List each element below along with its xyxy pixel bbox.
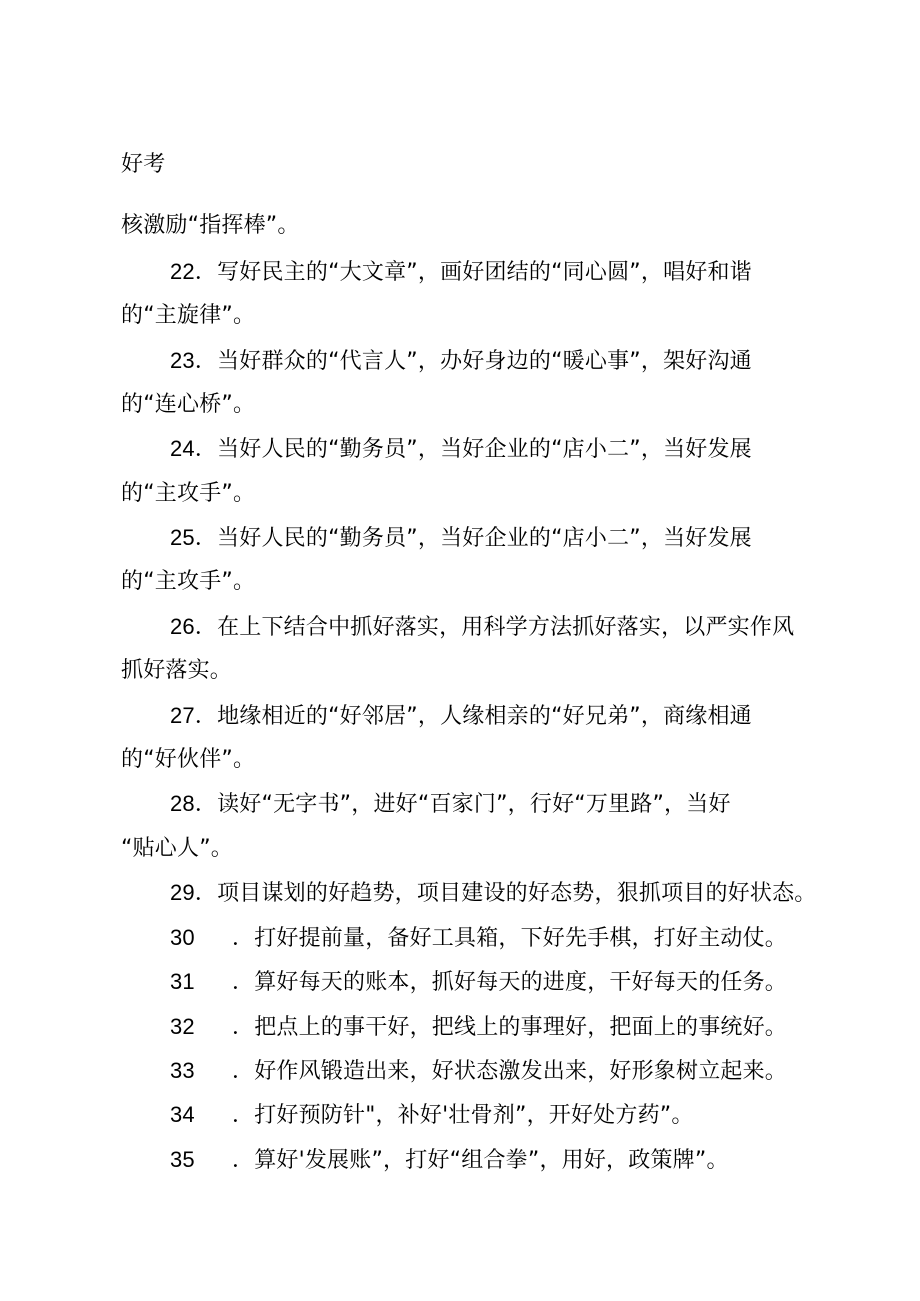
list-item-35 bbox=[170, 1145, 729, 1176]
line-text: 的“连心桥”。 bbox=[121, 392, 256, 417]
item-text: ．好作风锻造出来，好状态激发出来，好形象树立起来。 bbox=[232, 1059, 788, 1084]
line-text: 的“主攻手”。 bbox=[121, 569, 256, 594]
item-text: ．打好预防针"，补好'壮骨剂”，开好处方药”。 bbox=[232, 1103, 694, 1128]
item-number: 29 bbox=[170, 880, 195, 905]
line-text: 的“主旋律”。 bbox=[121, 303, 256, 328]
list-item-34 bbox=[170, 1100, 694, 1131]
list-item-26-continuation bbox=[121, 656, 232, 686]
item-number: 24 bbox=[170, 436, 195, 461]
list-item-25-continuation bbox=[121, 567, 255, 597]
item-number: 27 bbox=[170, 703, 195, 728]
list-item-27 bbox=[170, 701, 752, 732]
item-text: ．当好人民的“勤务员”，当好企业的“店小二”，当好发展 bbox=[194, 526, 752, 551]
list-item-32 bbox=[170, 1012, 787, 1043]
list-item-25 bbox=[170, 523, 752, 554]
line-text: 好考 bbox=[121, 152, 166, 177]
item-number: 28 bbox=[170, 791, 195, 816]
item-text: ．打好提前量，备好工具箱，下好先手棋，打好主动仗。 bbox=[232, 926, 788, 951]
item-number: 35 bbox=[170, 1147, 195, 1172]
list-item-24 bbox=[170, 434, 752, 465]
item-text: ．项目谋划的好趋势，项目建设的好态势，狠抓项目的好状态。 bbox=[194, 881, 817, 906]
list-item-27-continuation bbox=[121, 745, 255, 775]
item-text: ．算好'发展账”，打好“组合拳”，用好，政策牌”。 bbox=[232, 1148, 729, 1173]
item-text: ．地缘相近的“好邻居”，人缘相亲的“好兄弟”，商缘相通 bbox=[194, 704, 752, 729]
item-number: 34 bbox=[170, 1102, 195, 1127]
list-item-30 bbox=[170, 923, 787, 954]
line-text: 抓好落实。 bbox=[121, 658, 233, 683]
item-text: ．当好人民的“勤务员”，当好企业的“店小二”，当好发展 bbox=[194, 437, 752, 462]
list-item-31 bbox=[170, 967, 787, 998]
list-item-23 bbox=[170, 346, 752, 377]
item-number: 32 bbox=[170, 1014, 195, 1039]
item-text: ．在上下结合中抓好落实，用科学方法抓好落实，以严实作风 bbox=[194, 615, 795, 640]
list-item-28 bbox=[170, 789, 731, 820]
list-item-33 bbox=[170, 1056, 787, 1087]
item-text: ．把点上的事干好，把线上的事理好，把面上的事统好。 bbox=[232, 1015, 788, 1040]
heading-fragment bbox=[121, 150, 165, 180]
list-item-28-continuation bbox=[121, 834, 233, 864]
line-text: 的“好伙伴”。 bbox=[121, 747, 256, 772]
continued-line bbox=[121, 211, 300, 241]
item-text: ．当好群众的“代言人”，办好身边的“暖心事”，架好沟通 bbox=[194, 349, 752, 374]
line-text: “贴心人”。 bbox=[121, 836, 233, 861]
list-item-23-continuation bbox=[121, 390, 255, 420]
item-number: 31 bbox=[170, 969, 195, 994]
item-text: ．写好民主的“大文章”，画好团结的“同心圆”，唱好和谐 bbox=[194, 260, 752, 285]
item-number: 23 bbox=[170, 348, 195, 373]
item-text: ．算好每天的账本，抓好每天的进度，干好每天的任务。 bbox=[232, 970, 788, 995]
list-item-26 bbox=[170, 612, 794, 643]
item-text: ．读好“无字书”，进好“百家门”，行好“万里路”，当好 bbox=[194, 792, 731, 817]
item-number: 33 bbox=[170, 1058, 195, 1083]
item-number: 22 bbox=[170, 259, 195, 284]
line-text: 的“主攻手”。 bbox=[121, 481, 256, 506]
list-item-22 bbox=[170, 257, 752, 288]
line-text: 核激励“指挥棒”。 bbox=[121, 213, 300, 238]
item-number: 30 bbox=[170, 925, 195, 950]
item-number: 26 bbox=[170, 614, 195, 639]
item-number: 25 bbox=[170, 525, 195, 550]
list-item-24-continuation bbox=[121, 479, 255, 509]
list-item-29 bbox=[170, 878, 816, 909]
list-item-22-continuation bbox=[121, 301, 255, 331]
